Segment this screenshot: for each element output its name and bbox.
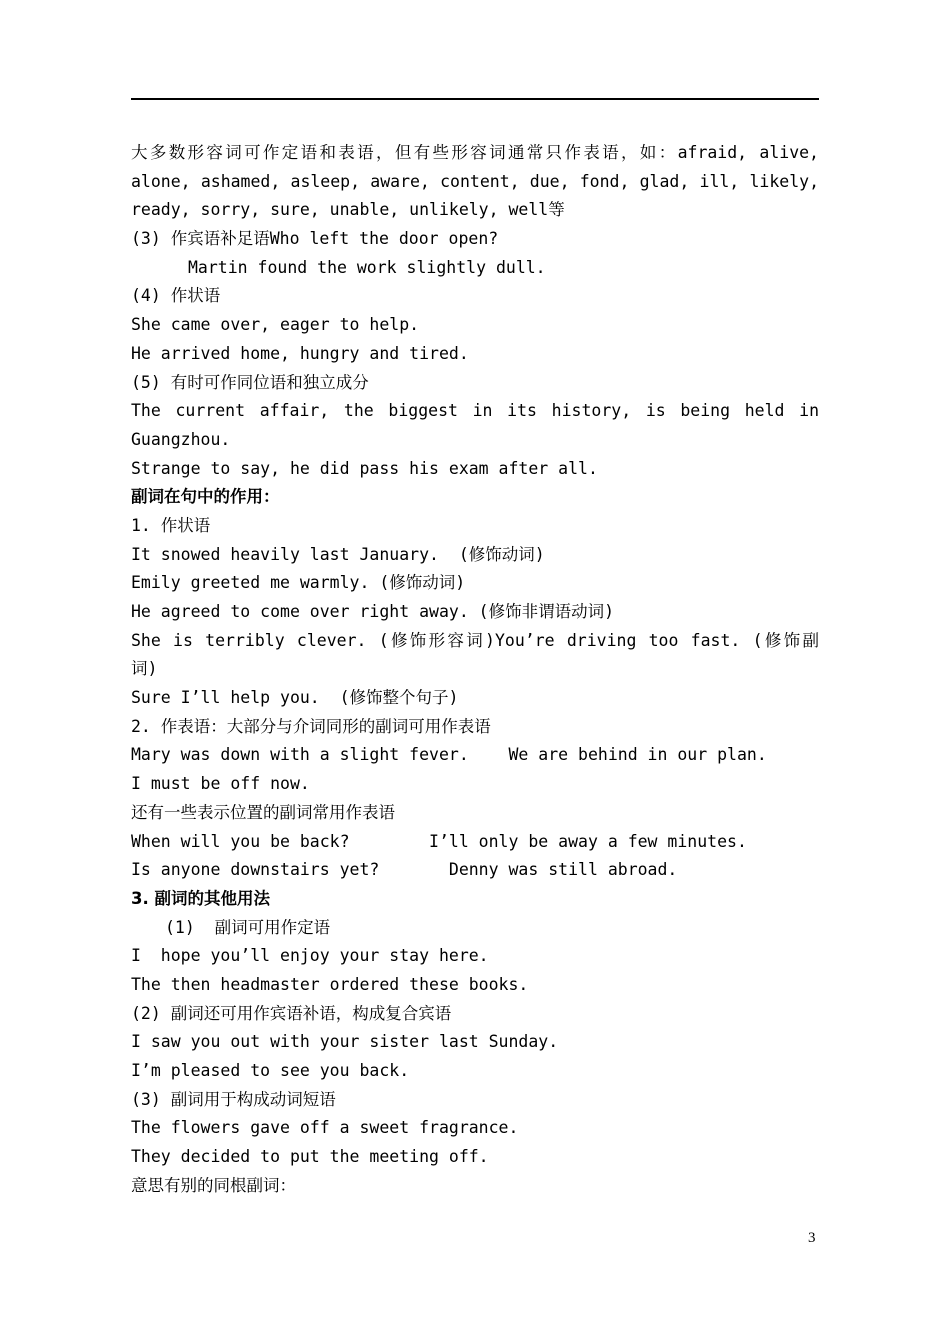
page-number: 3 bbox=[808, 1230, 816, 1246]
text-line: They decided to put the meeting off. bbox=[131, 1147, 489, 1167]
text-line: She is terribly clever. (修饰形容词)You’re driving too fast. (修饰副 bbox=[131, 630, 819, 650]
section-heading: 副词在句中的作用： bbox=[131, 487, 280, 507]
text-line: 2. 作表语：大部分与介词同形的副词可用作表语 bbox=[131, 716, 491, 736]
text-line: (2) 副词还可用作宾语补语，构成复合宾语 bbox=[131, 1003, 452, 1023]
text-line: Martin found the work slightly dull. bbox=[188, 257, 546, 277]
text-line: The then headmaster ordered these books. bbox=[131, 974, 529, 994]
text-line: Guangzhou. bbox=[131, 429, 231, 449]
text-line: Mary was down with a slight fever. We are behind in our plan. bbox=[131, 745, 767, 765]
section-heading: 3. 副词的其他用法 bbox=[131, 888, 270, 908]
text-line: She came over, eager to help. bbox=[131, 315, 420, 335]
text-line: I’m pleased to see you back. bbox=[131, 1061, 410, 1080]
text-line: He agreed to come over right away. (修饰非谓语动词) bbox=[131, 602, 615, 621]
text-line: (3) 作宾语补足语Who left the door open? bbox=[131, 229, 499, 249]
text-line: (5) 有时可作同位语和独立成分 bbox=[131, 372, 369, 392]
text-line: alone, ashamed, asleep, aware, content, due, fond, glad, ill, likely, bbox=[131, 171, 819, 191]
text-line: (1) 副词可用作定语 bbox=[165, 917, 331, 937]
header-rule bbox=[131, 98, 819, 100]
text-line: When will you be back? I’ll only be away a few minutes. bbox=[131, 831, 747, 851]
text-line: 1. 作状语 bbox=[131, 515, 211, 535]
text-line: ready, sorry, sure, unable, unlikely, well等 bbox=[131, 200, 565, 220]
text-line: He arrived home, hungry and tired. bbox=[131, 343, 469, 363]
text-line: 意思有别的同根副词： bbox=[131, 1175, 296, 1195]
text-line: 词) bbox=[131, 659, 158, 679]
text-line: (4) 作状语 bbox=[131, 286, 221, 306]
text-line: Strange to say, he did pass his exam after all. bbox=[131, 458, 598, 478]
text-line: The flowers gave off a sweet fragrance. bbox=[131, 1118, 519, 1138]
text-line: Emily greeted me warmly. (修饰动词) bbox=[131, 573, 466, 593]
document-body bbox=[131, 139, 819, 1200]
text-line: 还有一些表示位置的副词常用作表语 bbox=[131, 802, 395, 822]
text-line: 大多数形容词可作定语和表语，但有些形容词通常只作表语，如：afraid, alive, bbox=[131, 143, 819, 162]
text-line: Sure I’ll help you. (修饰整个句子) bbox=[131, 688, 459, 708]
text-line: It snowed heavily last January. (修饰动词) bbox=[131, 544, 545, 564]
text-line: I must be off now. bbox=[131, 774, 310, 794]
text-line: (3) 副词用于构成动词短语 bbox=[131, 1089, 336, 1109]
text-line: The current affair, the biggest in its history, is being held in bbox=[131, 401, 819, 421]
text-line: Is anyone downstairs yet? Denny was still abroad. bbox=[131, 860, 678, 880]
text-line: I saw you out with your sister last Sunday. bbox=[131, 1032, 559, 1052]
text-line: I hope you’ll enjoy your stay here. bbox=[131, 946, 489, 966]
